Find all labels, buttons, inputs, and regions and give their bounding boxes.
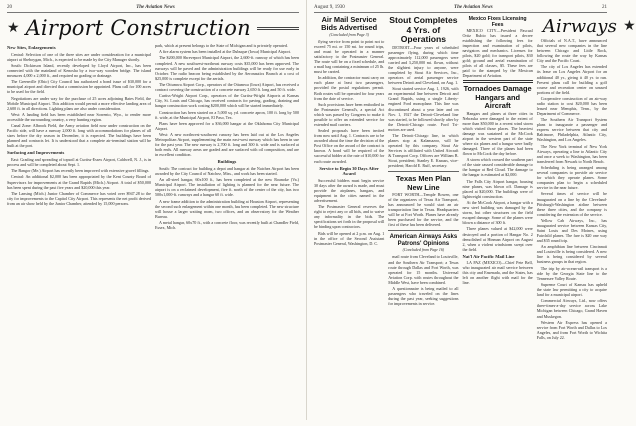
paragraph: A new frame addition to the administration building at Houston Airport, representing the second such enlargement within one month, has been completed. The new structure will house a larger waiting room, two offices, and an observatory for the Weather Bureau. [155, 198, 299, 219]
paragraph: MEXICO CITY—President Pascual Ortiz Rubio has issued a decree establishing the following fees for inspection and examination of pilots, navigators and mechanics. Licenses for pilots, $20 gold; for transport pilots, $30 gold; ground and aerial examination of pilots of all classes, $5. These fees are paid to the stamped by the Mexican Department of Aviation. [462, 28, 533, 79]
star-icon: ★ [623, 18, 636, 34]
paragraph: mail route from Cleveland to Louisville, and the Southern Air Transport; a Texas route through Dallas and Fort Worth, was operated for 15 months. Universal Aviation Corp. with routes throughout the Middle West, have been combined. [388, 254, 459, 285]
right-page [307, 0, 636, 420]
left-page-columns-right [146, 34, 307, 420]
paragraph: Plans have been approved for a $36,000 hangar at the Oklahoma City Municipal Airport. [155, 120, 299, 131]
section-title: Airways [542, 15, 618, 37]
paragraph: Construction has been started on a 5,000 sq. yd. concrete apron, 100 ft. long by 500 ft. wide, at the Municipal Airport, El Paso, Tex. [155, 109, 299, 120]
paragraph: The $200,000 Shreveport Municipal Airport, the 2,600-ft. runway of which has been completed. A new southwest-northeast runway costs $35,000 has been approved. The runways will be paved and the administration buildings will be ready for use early in October. The radio beacon being established by the Aeronautics Branch at a cost of $25,000 is complete except for the aerials. [155, 55, 299, 81]
paragraph: Western Air Express has opened a service from Fort Worth and Dallas to Los Angeles, and from Fort Worth to Wichita Falls, on July 22. [536, 319, 607, 340]
paragraph: Cooperative construction of an air-way radio station to cost $20,000 has been leased near Memphis, Tenn., by the Department of Commerce. [536, 95, 607, 117]
paragraph: flying service from point to point not to exceed 75 mi. or 150 mi. for round trips, and must be operated in a manner satisfactory to the Postmaster General. The route will be on a fixed schedule, and a mail bag containing a minimum of 25 lb. must be carried. [314, 38, 385, 75]
section-rule [257, 27, 299, 30]
paragraph: Negotiations are under way for the purchase of 25 acres adjoining Bates Field, the Mobile Municipal Airport. This addition would permit a more effective landing area of 2,600 ft. in all directions. Lighting plans are also under consideration. [7, 95, 151, 111]
paragraph: The Falls City Airport hangar, housing nine planes, was blown off. Damage is placed at $20,000. The buildings were of lightweight construction. [462, 178, 533, 199]
divider-rule [388, 171, 458, 172]
article-headline: Hangars and Aircraft [475, 92, 521, 111]
right-folio [314, 5, 607, 13]
paragraph: Scheduling is being arranged among several companies to provide air service for which they operate planes. Some companies plan to begin a scheduled service in the near future. [536, 165, 607, 191]
article-headline: 4 Yrs. of Operations [400, 24, 447, 45]
divider-rule [388, 230, 458, 231]
paragraph: The Bangor (Me.) Airport has recently been improved with extensive gravel fillings. [11, 168, 150, 174]
star-icon: ★ [7, 20, 20, 36]
right-columns [314, 15, 636, 426]
paragraph: park, which at present belongs to the State of Michigan and is privately operated. [155, 43, 288, 48]
column [314, 16, 384, 426]
paragraph: Stout started service Aug. 1, 1926, with an experimental line between Detroit and Grand Rapids, using a single Liberty-engined Ford monoplane. This line was discontinued about a year later and on Nov. 1, 1927 the Detroit-Cleveland line was started, to be followed shortly after by the Detroit-Chicago route. Ford Tri-motors are used. [388, 86, 459, 132]
paragraph: Such provisions have been embodied in the Postmaster General's, a special Act which was passed by Congress to make it possible to offer an extended service for extended mail carriers. [314, 101, 385, 127]
paragraph: An all-steel hangar, 60x100 ft., has been completed at the new Roanoke (Va.) Municipal Airport. The installation of lighting is planned for the near future. The airport is on a reclaimed development, five ft. north of the center of the city, has two 500x1,000-ft. runways and a hangar 60 ft. wide. [155, 177, 299, 198]
article-headline: Patrons' Opinions [397, 241, 450, 248]
paragraph: Central: An additional $2,000 has been appropriated by the Kent County Board of Supervisors for improvements at the Grand Rapids (Mich.) Airport. A total of $50,000 has been spent during the past five years and $20,000 this year. [7, 174, 151, 190]
paragraph: At the McCook Airport, a hangar with a new steel building was damaged by the storm, but other structures on the field escaped damage. Some of the planes were blown a distance of 300 ft. [462, 200, 533, 226]
continuation-note: (Concluded from Page 16) [402, 248, 445, 253]
subheading: Surfacing and Improvements [7, 150, 65, 156]
article-headline: Texas Men Plan New Line [395, 174, 451, 192]
paragraph: DETROIT—Four years of scheduled passenger flying, during which time approximately 112,000 passengers were carried and 3,250,000 mi. flown, without the slightest injury to anyone, were completed by Stout Air Services, Inc., operators of aerial passenger service between Detroit and Cleveland, on Aug. 1. [388, 44, 459, 86]
subheading: Service to Begin 30 Days After Award [319, 165, 379, 177]
paragraph: The New York terminal of New York Airways, operating a line to Atlantic City and once a week to Washington, has been transferred from Newark to North Beach. [536, 143, 607, 164]
subheading: New Sites, Enlargements [7, 45, 56, 50]
paragraph: Commercial Airways, Ltd., now offers three-times-a-day service across Lake Michigan between Chicago, Grand Haven and Muskegon. [536, 298, 607, 319]
subheading: Nat'l Air Pacific Mail Line [462, 253, 515, 259]
airways-column [536, 15, 636, 426]
article-headline: Mexico Fixes Licensing Fees [468, 16, 527, 28]
paragraph: South: Dickinson Island, recently developed by Lloyd Airport, Inc., has been connected with the mainland of Kenosha by a two-way wooden bridge. The island measures 4,000 x 2,000 ft., and required no grading or drainage. [7, 62, 151, 78]
paragraph: Bids will be opened at 2 p.m. on Aug. 1 in the office of the Second Assistant Postmaster General, Washington, D. C. [314, 230, 385, 246]
paragraph: In addition, the contractor must carry on each plane at least two passengers, provided the postal regulations permit. Both routes will be operated for four years from the date of service. [314, 75, 385, 101]
paragraph: The trip by air-ocean-rail transport is a ride by the Georgia State line to the Tennessee Valley Route. [536, 265, 607, 281]
paragraph: A fire alarm system has been installed at the Dubuque (Iowa) Municipal Airport. [159, 49, 291, 55]
divider-rule [463, 80, 533, 83]
paragraph: Successful bidders must begin service 30 days after the award is made, and must provide the airplanes, hangars, and equipment in the cities named in the advertisement. [314, 177, 385, 203]
paragraph: Sealed proposals have been invited from now until Aug. 1. Contracts are to be awarded about the time the decision of the Post Office on the award of the contract is known. A bond will be required of the successful bidder at the rate of $10,000 for each route awarded. [314, 128, 385, 164]
article-headline: Stout Completes [389, 15, 458, 25]
section-title: Airport Construction [25, 16, 251, 40]
column [7, 43, 151, 423]
paragraph: Curtiss-Wright Airport Corp., operators of the Curtiss-Wright Airports at Kansas City, St. Louis and Chicago, has received contracts for paving, grading, draining and hangar construction work costing $200,000 which will be started immediately. [155, 93, 299, 109]
paragraph: The Ottumwa Airport Corp., operators of the Ottumwa (Iowa) Airport, has received a contract covering the construction of a concrete runway 2,650 ft. long and 50 ft. wide. [155, 81, 299, 92]
continuation-note: (Concluded from Page 3) [329, 32, 369, 37]
paragraph: Central: Selection of one of the three sites are under consideration for a municipal airport at Sheboygan, Mich., is expected to be made by the City Manager shortly. [7, 51, 151, 62]
paragraph: An amphibian line between Cincinnati and Louisville is being considered. A new line is being considered by several business groups in that region. [536, 244, 607, 265]
article-headline: Air Mail Service [321, 15, 377, 24]
magazine-name: The Aviation News [136, 5, 175, 10]
paragraph: West: A new northwest-southwest runway has been laid out at the Los Angeles Metropolitan Airport, supplementing the main east-west runway which has been in use for the past year. The new runway is 2,700 ft. long and 300 ft. wide and is surfaced at both ends. All runway areas are graded and are surfaced with oil composition, and are in excellent condition. [155, 132, 299, 158]
paragraph: The Greenville (Ohio) City Council has authorized a bond issue of $30,000 for a municipal airport and directed that a commission be appointed. Plans call for 100 acres to be used for the field. [7, 79, 151, 95]
paragraph: Canal Zone: Albrook Field, the Army aviation field now under construction on the Pacific side, will have a runway 2,000 ft. long with accommodations for planes of all sizes before the dry season in December, it is expected. The buildings have been planned and contracts let. It is understood that a complete air-terminal station will be built at the port. [7, 123, 151, 149]
paragraph: The Southern Air Transport System plans to inaugurate a passenger and express service between that city and Baltimore, Philadelphia, Atlantic City, Washington, and Los Angeles. [536, 117, 607, 143]
paragraph: The Detroit-Chicago line, in which planes stop at Kalamazoo, will be operated by this company. Stout Air Services is affiliated with United Aircraft & Transport Corp. Officers are William B. Stout, president; Stanley E. Knauss, vice-president; Harold E. Ruff, secretary. [388, 132, 459, 169]
article-headline: American Airways Asks [389, 234, 458, 241]
paragraph: Yellow Cab Airways, Inc., has inaugurated service between Kansas City, Saint Louis and Des Moines, using Fairchild planes. The fare is $20 one way and $35 round trip. [536, 217, 607, 244]
paragraph: Supreme Court of Kansas has upheld the state law permitting a city to acquire land for a municipal airport. [536, 282, 607, 298]
paragraph: LA PAZ (MEXICO)—Chief Pete Bell, who inaugurated air mail service between this city and Ensenada, and the States, has left on another flight with mail for the line. [462, 260, 533, 286]
paragraph: A metal hangar, 60x70 ft., with a concrete floor, was recently built at Chandler Field, Essex, Mich. [155, 219, 299, 230]
paragraph: Several times of service will be inaugurated on a line by the Cleveland-Pittsburgh-Washington airline between these three cities, and the company is considering the extension of the service. [536, 191, 607, 217]
section-header-airways [537, 15, 636, 37]
column [388, 16, 458, 426]
paragraph: Officials of N.A.T., have announced that several new companies in the line between Chicago and Little Rock, following the route the way by Kansas City and the Pacific Coast. [536, 38, 607, 64]
left-folio [7, 5, 299, 13]
paragraph: Three planes valued at $42,000 were destroyed and a portion of Hangar No. 2 demolished at Hinman Airport on August 2, when a violent windstorm swept over the field. [462, 226, 533, 252]
article-headline: Tornadoes Damage [463, 84, 532, 94]
page-number: 21 [601, 5, 607, 10]
column [463, 16, 533, 426]
article-headline: Bids Advertised [321, 23, 378, 33]
paragraph: A storm which crossed the southern part of the state caused considerable damage to the hangar at Red Cloud. The damage to the hangar is estimated at $2,000. [462, 157, 533, 178]
paragraph: FORT WORTH—Temple Bowen, one of the organizers of Texas Air Transport, has announced he would start an air transportation line in Texas. Headquarters will be at Fort Worth. Planes have already been purchased for the service, and the first of these has been delivered. [388, 192, 459, 228]
paragraph: A questionnaire is being mailed to all passengers who traveled on the lines during the past year, seeking suggestions for improvements in service. [388, 285, 459, 307]
paragraph: The city of Los Angeles has extended its lease on Los Angeles Airport for an additional 40 yr., giving it 40 yr. to run. Present plans call for building a golf course and recreation center on unused portions of the field. [536, 64, 607, 95]
article-date: August 9, 1930 [314, 5, 345, 10]
page-number: 20 [7, 5, 12, 10]
paragraph: East: Grading and spreading of topsoil at Curtiss-Essex Airport, Caldwell, N. J., is in process and will be completed about Sept. 1. [7, 156, 151, 168]
column [537, 38, 607, 426]
magazine-name: The Aviation News [454, 5, 493, 10]
paragraph: South: The contract for building a depot and hangar at the Natchez Airport has been awarded by the City Council of Natchez, Miss., and work has been started. [155, 165, 299, 176]
paragraph: The Lansing (Mich.) Junior Chamber of Commerce has voted over $947.28 to the city for improvements to the Capitol City Airport. This represents the net profit derived from an air show held by the Junior Chamber, attended by 15,000 persons. [7, 190, 151, 206]
paragraph: The Postmaster General reserves the right to reject any or all bids, and to waive any informality in the bids. The specifications set forth in the proposal will be binding upon contractors. [314, 204, 385, 230]
paragraph: Hangars and planes at three cities in Nebraska were damaged to the extent of more than $50,000 in a recent wind storm which visited those places. The heaviest damage was sustained at the McCook airport in the western part of the state where six planes and a hangar were badly damaged. Three of the planes had been flown to McCook the day before. [462, 110, 533, 157]
subheading: Buildings [217, 159, 237, 165]
paragraph: West: A landing field has been established near Sorrento, Wyo., to render more accessible the surrounding country, a very hunting region. [7, 111, 151, 122]
